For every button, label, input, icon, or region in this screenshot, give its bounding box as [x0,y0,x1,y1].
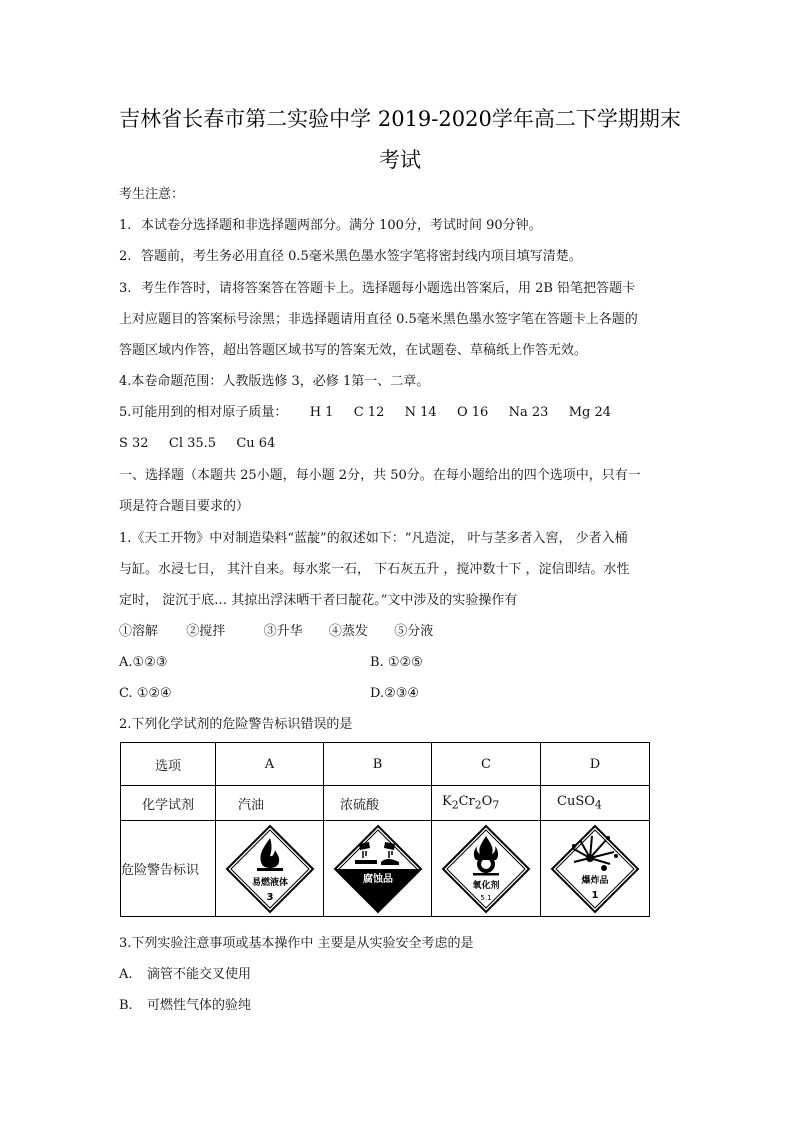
formula-sub: 7 [492,798,500,812]
option-text: 滴管不能交叉使用 [147,967,252,982]
table-header-cell: D [541,743,650,786]
formula-o: O [481,794,493,810]
option-label: B. [119,998,133,1013]
table-header-row [121,743,650,786]
oxidizer-icon [441,824,531,914]
q1-item: ④蒸发 [328,624,368,639]
atomic-mass: N 14 [404,405,437,420]
explosive-icon [550,824,640,914]
table-header-cell: B [324,743,432,786]
formula-cr: Cr [458,794,475,810]
sign-label: 易燃液体 [251,877,288,888]
note-text: 本试卷分选择题和非选择题两部分。满分 100分，考试时间 90分钟。 [141,218,542,233]
atomic-mass: C 12 [353,405,385,420]
hazard-table [120,742,650,917]
flame-icon [225,824,315,914]
row-label: 化学试剂 [121,786,216,821]
q1-item: ①溶解 [119,624,159,639]
note-number: 3. [119,281,132,296]
question-1-stem: 定时， 淀沉于底… 其掠出浮沫晒干者曰靛花。”文中涉及的实验操作有 [119,593,518,608]
note-3 [119,280,635,298]
reagent-b: 浓硫酸 [324,786,432,821]
q1-option-c: C. ①②④ [119,686,172,701]
reagent-c [432,786,541,821]
note-4: 4.本卷命题范围：人教版选修 3，必修 1第一、二章。 [119,374,430,389]
note-5 [119,404,611,422]
question-1-stem: 1.《天工开物》中对制造染料“蓝靛”的叙述如下：“凡造淀， 叶与茎多者入窖， 少者入桶 [119,531,628,546]
reagent-a: 汽油 [216,786,324,821]
hazard-sign-b [324,821,432,917]
atomic-mass: Na 23 [508,405,549,420]
q3-option-b [119,997,251,1015]
formula-cuso: CuSO [557,794,595,810]
section-heading: 一、选择题（本题共 25小题，每小题 2分，共 50分。在每小题给出的四个选项中，只有一 [119,468,641,483]
note-5-continued [119,435,275,453]
sign-label: 腐蚀品 [362,873,393,885]
formula-k: K [442,794,452,810]
question-1-stem: 与缸。水浸七日， 其汁自来。每水浆一石， 下石灰五升 ，搅冲数十下 ，淀信即结。水性 [119,562,630,577]
formula-sub: 4 [594,798,602,812]
sign-label: 爆炸品 [581,875,609,886]
note-5-label: 5.可能用到的相对原子质量： [119,405,288,420]
q3-option-a [119,966,251,984]
formula-sub: 2 [451,798,459,812]
sign-class: 1 [591,889,599,901]
sign-class: 5.1 [480,893,492,902]
note-3-continued: 上对应题目的答案标号涂黑；非选择题请用直径 0.5毫米黑色墨水签字笔在答题卡上各题的 [119,312,638,327]
table-row-signs [121,821,650,917]
q1-item: ③升华 [263,624,303,639]
atomic-mass: Cu 64 [236,436,276,451]
note-number: 2. [119,249,132,264]
sign-class: 3 [266,891,273,903]
option-label: A. [119,967,133,982]
option-text: 可燃性气体的验纯 [147,998,252,1013]
table-header-cell: 选项 [121,743,216,786]
note-2 [119,248,582,266]
formula-sub: 2 [474,798,482,812]
note-1 [119,217,542,235]
q1-item: ⑤分液 [394,624,434,639]
question-3-stem: 3.下列实验注意事项或基本操作中 主要是从实验安全考虑的是 [119,936,474,951]
atomic-mass: S 32 [119,436,149,451]
table-header-cell: A [216,743,324,786]
notice-heading: 考生注意： [119,187,185,202]
note-text: 考生作答时，请将答案答在答题卡上。选择题每小题选出答案后，用 2B 铅笔把答题卡 [141,281,636,296]
hazard-sign-a [216,821,324,917]
atomic-mass: Cl 35.5 [168,436,217,451]
row-label: 危险警告标识 [121,821,216,917]
exam-title-line1: 吉林省长春市第二实验中学 2019-2020学年高二下学期期末 [119,107,681,131]
q1-item: ②搅拌 [186,624,226,639]
atomic-mass: O 16 [456,405,489,420]
reagent-d [541,786,650,821]
corrosive-icon [333,824,423,914]
table-header-cell: C [432,743,541,786]
atomic-mass: Mg 24 [568,405,611,420]
q1-option-b: B. ①②⑤ [370,655,423,670]
section-heading-continued: 项是符合题目要求的） [119,499,250,514]
question-2-stem: 2.下列化学试剂的危险警告标识错误的是 [119,717,353,732]
exam-title-line2: 考试 [379,148,421,172]
note-text: 答题前，考生务必用直径 0.5毫米黑色墨水签字笔将密封线内项目填写清楚。 [141,249,582,264]
atomic-mass: H 1 [309,405,334,420]
table-row-reagent [121,786,650,821]
q1-option-d: D.②③④ [370,686,420,701]
hazard-sign-d [541,821,650,917]
note-3-continued: 答题区域内作答，超出答题区域书写的答案无效，在试题卷、草稿纸上作答无效。 [119,343,588,358]
q1-option-a: A.①②③ [119,655,168,670]
sign-label: 氧化剂 [472,880,500,891]
hazard-sign-c [432,821,541,917]
note-number: 1. [119,218,132,233]
question-1-items [119,623,433,641]
